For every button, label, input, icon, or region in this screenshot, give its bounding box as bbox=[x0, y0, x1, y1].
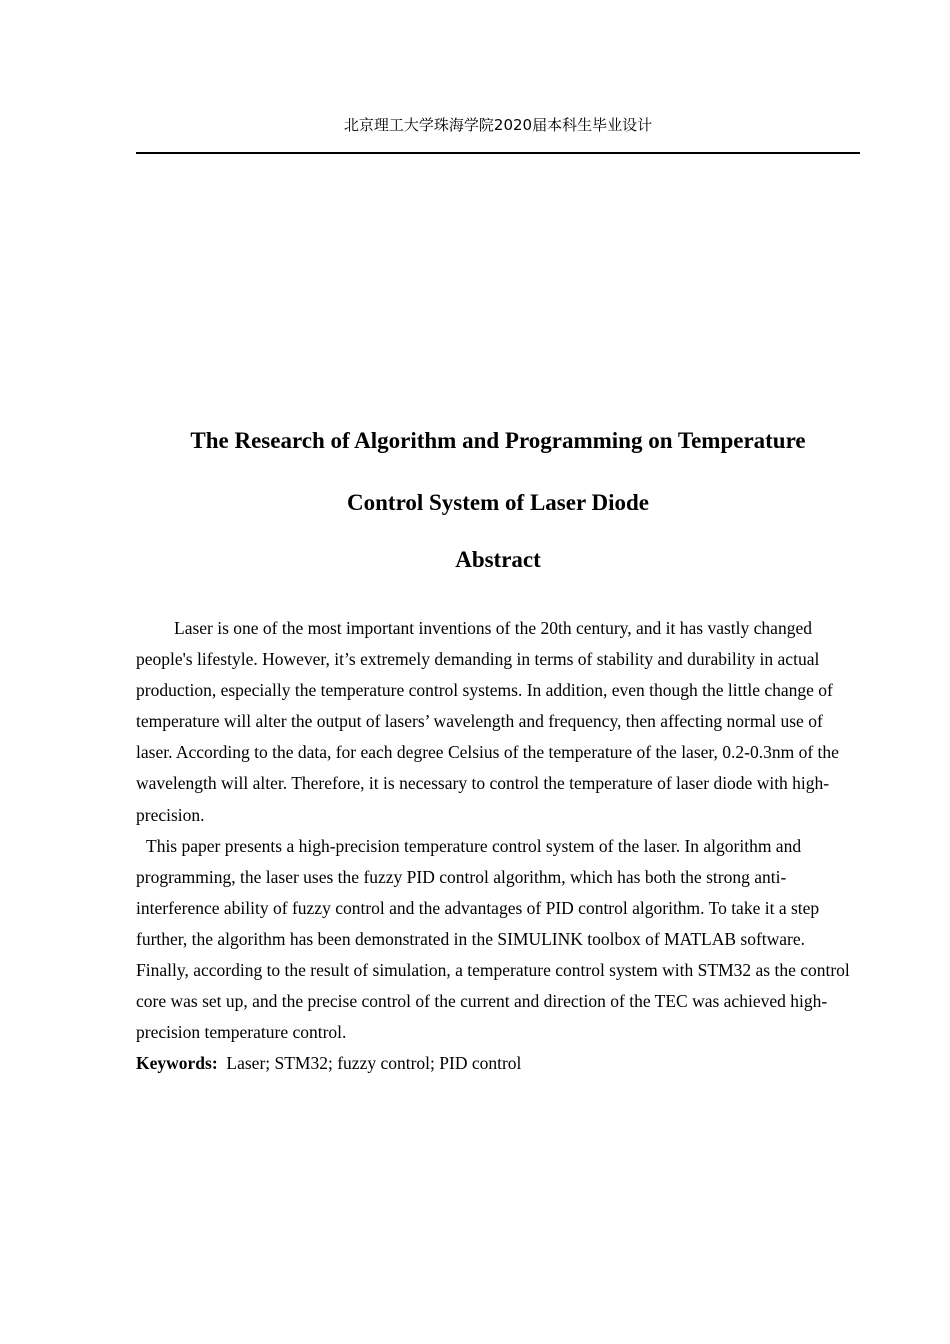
header-divider bbox=[136, 152, 860, 154]
abstract-body bbox=[136, 613, 860, 1079]
keywords-label: Keywords: bbox=[136, 1053, 218, 1074]
keywords-list: Laser; STM32; fuzzy control; PID control bbox=[226, 1053, 522, 1074]
keywords-line bbox=[136, 1048, 860, 1079]
abstract-paragraph-1: Laser is one of the most important inventions of the 20th century, and it has vastly changed people's lifestyle. However, it’s extremely demanding in terms of stability and durability in actual production, especially the temperature control systems. In addition, even though the little change of temperature will alter the output of lasers’ wavelength and frequency, then affecting normal use of laser. According to the data, for each degree Celsius of the temperature of the laser, 0.2-0.3nm of the wavelength will alter. Therefore, it is necessary to control the temperature of laser diode with high-precision. bbox=[136, 618, 839, 825]
abstract-heading: Abstract bbox=[455, 547, 541, 572]
paper-title-line-2: Control System of Laser Diode bbox=[347, 490, 649, 515]
paper-title-line-1: The Research of Algorithm and Programming on Temperature bbox=[190, 428, 806, 453]
running-header: 北京理工大学珠海学院2020届本科生毕业设计 bbox=[343, 116, 653, 134]
abstract-paragraph-2: This paper presents a high-precision temperature control system of the laser. In algorithm and programming, the laser uses the fuzzy PID control algorithm, which has both the strong anti-interference ability of fuzzy control and the advantages of PID control algorithm. To take it a step further, the algorithm has been demonstrated in the SIMULINK toolbox of MATLAB software. Finally, according to the result of simulation, a temperature control system with STM32 as the control core was set up, and the precise control of the current and direction of the TEC was achieved high-precision temperature control. bbox=[136, 835, 850, 1043]
